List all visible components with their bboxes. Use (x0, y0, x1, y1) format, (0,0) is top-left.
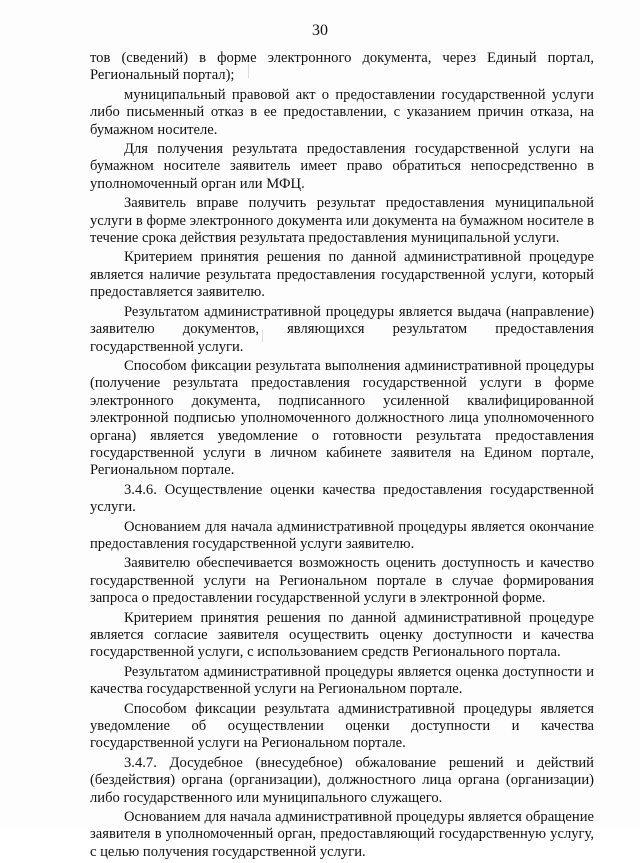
scan-artifact (380, 610, 381, 620)
paragraph-2: муниципальный правовой акт о предоставлении государственной услуги либо письменный отказ в ее предоставлении, с указанием причин отказа, на бумажном носителе. (90, 86, 594, 138)
paragraph-10: Заявителю обеспечивается возможность оценить доступность и качество государственной услуги на Региональном портале в случае формирования запроса о предоставлении государственной услуги в электронной форме. (90, 555, 594, 607)
paragraph-11: Критерием принятия решения по данной административной процедуре является согласие заявителя осуществить оценку доступности и качества государственной услуги, с использованием средств Регионального портала. (90, 609, 594, 661)
section-heading-3-4-6: 3.4.6. Осуществление оценки качества предоставления государственной услуги. (90, 481, 594, 516)
paragraph-5: Критерием принятия решения по данной административной процедуре является наличие результата предоставления государственной услуги, который предоставляется заявителю. (90, 249, 594, 301)
paragraph-13: Способом фиксации результата административной процедуры является уведомление об осуществлении оценки доступности и качества государственной услуги на Региональном портале. (90, 700, 594, 752)
paragraph-3: Для получения результата предоставления государственной услуги на бумажном носителе заявитель имеет право обратиться непосредственно в уполномоченный орган или МФЦ. (90, 141, 594, 192)
section-heading-3-4-7: 3.4.7. Досудебное (внесудебное) обжалование решений и действий (бездействия) органа (организации), должностного лица органа (организации) либо государственного или муниципального служащего. (90, 754, 594, 806)
paragraph-15: Основанием для начала административной процедуры является обращение заявителя в уполномоченный орган, предоставляющий государственную услугу, с целью получения государственной услуги. (90, 809, 594, 860)
paragraph-7: Способом фиксации результата выполнения административной процедуры (получение результата предоставления государственной услуги в форме электронного документа, подписанного усиленной квалифицированной электронной подписью уполномоченного должностного лица уполномоченного органа) является уведомление о готовности результата предоставления государственной услуги в личном кабинете заявителя на Едином портале, Региональном портале. (90, 357, 594, 479)
scan-artifact (395, 250, 396, 260)
scan-artifact (248, 64, 249, 78)
paragraph-1: тов (сведений) в форме электронного документа, через Единый портал, Региональный портал); (90, 50, 594, 84)
document-body (90, 50, 594, 863)
paragraph-4: Заявитель вправе получить результат предоставления муниципальной услуги в форме электронного документа или документа на бумажном носителе в течение срока действия результата предоставления муниципальной услуги. (90, 195, 594, 247)
paragraph-9: Основанием для начала административной процедуры является окончание предоставления государственной услуги заявителю. (90, 518, 594, 552)
scan-artifact (262, 330, 263, 342)
page-number: 30 (312, 22, 328, 39)
paragraph-6: Результатом административной процедуры является выдача (направление) заявителю документов, являющихся результатом предоставления государственной услуги. (90, 303, 594, 355)
paragraph-12: Результатом административной процедуры является оценка доступности и качества государственной услуги на Региональном портале. (90, 663, 594, 698)
